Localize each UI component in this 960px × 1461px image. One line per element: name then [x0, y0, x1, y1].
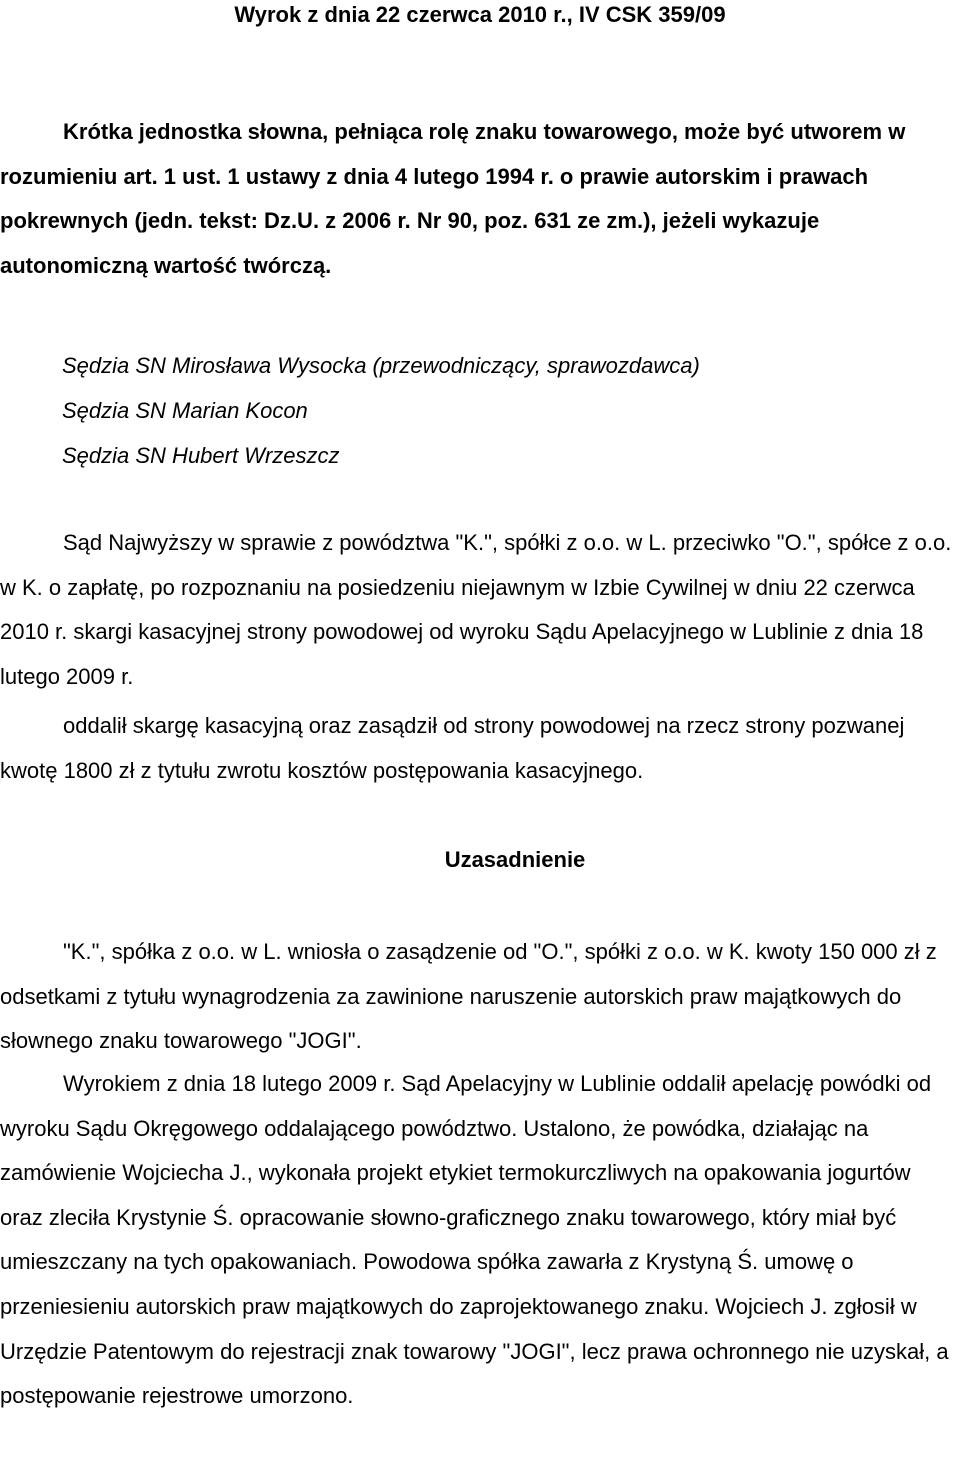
judge-third: Sędzia SN Hubert Wrzeszcz — [62, 443, 340, 468]
justification-paragraph: "K.", spółka z o.o. w L. wniosła o zasądzenie od "O.", spółki z o.o. w K. kwoty 150 000 zł z odsetkami z tytułu wynagrodzenia za zawinione naruszenie autorskich praw majątkowych do słownego znaku towarowego "JOGI". — [0, 939, 937, 1054]
intro-paragraph: Sąd Najwyższy w sprawie z powództwa "K.", spółki z o.o. w L. przeciwko "O.", spółce z o.o. w K. o zapłatę, po rozpoznaniu na posiedzeniu niejawnym w Izbie Cywilnej w dniu 22 czerwca 2010 r. skargi kasacyjnej strony powodowej od wyroku Sądu Apelacyjnego w Lublinie z dnia 18 lutego 2009 r. — [0, 530, 952, 689]
judges-list — [62, 343, 942, 478]
ruling-paragraph: oddalił skargę kasacyjną oraz zasądził od strony powodowej na rzecz strony pozwanej kwotę 1800 zł z tytułu zwrotu kosztów postępowania kasacyjnego. — [0, 713, 905, 783]
judge-second: Sędzia SN Marian Kocon — [62, 398, 308, 423]
justification-paragraph: Wyrokiem z dnia 18 lutego 2009 r. Sąd Apelacyjny w Lublinie oddalił apelację powódki od wyroku Sądu Okręgowego oddalającego powództwo. Ustalono, że powódka, działając na zamówienie Wojciecha J., wykonała projekt etykiet termokurczliwych na opakowania jogurtów oraz zleciła Krystynie Ś. opracowanie słowno-graficznego znaku towarowego, który miał być umieszczany na tych opakowaniach. Powodowa spółka zawarła z Krystyną Ś. umowę o przeniesieniu autorskich praw majątkowych do zaprojektowanego znaku. Wojciech J. zgłosił w Urzędzie Patentowym do rejestracji znak towarowy "JOGI", lecz prawa ochronnego nie uzyskał, a postępowanie rejestrowe umorzono. — [0, 1071, 949, 1409]
thesis-paragraph: Krótka jednostka słowna, pełniąca rolę znaku towarowego, może być utworem w rozumieniu art. 1 ust. 1 ustawy z dnia 4 lutego 1994 r. o prawie autorskim i prawach pokrewnych (jedn. tekst: Dz.U. z 2006 r. Nr 90, poz. 631 ze zm.), jeżeli wykazuje autonomiczną wartość twórczą. — [0, 119, 906, 278]
judge-presiding: Sędzia SN Mirosława Wysocka (przewodniczący, sprawozdawca) — [62, 353, 700, 378]
justification-heading: Uzasadnienie — [444, 847, 586, 872]
document-title: Wyrok z dnia 22 czerwca 2010 r., IV CSK 359/09 — [234, 2, 726, 27]
